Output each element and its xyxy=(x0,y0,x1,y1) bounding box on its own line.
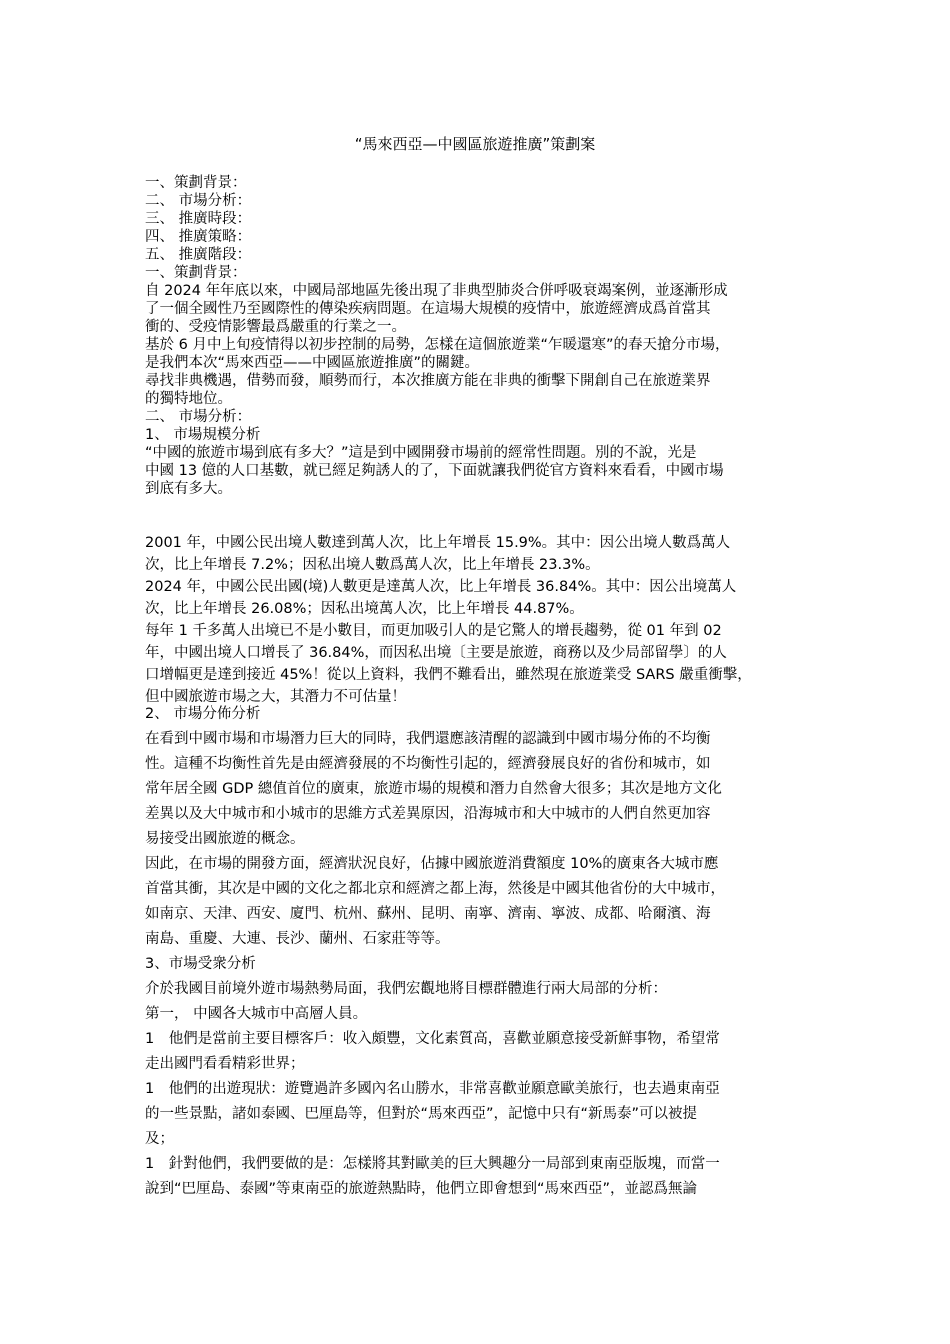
paragraph-line: 首當其衝，其次是中國的文化之都北京和經濟之都上海，然後是中國其他省份的大中城市， xyxy=(145,881,725,897)
bullet-line: 說到“巴厘島、泰國”等東南亞的旅遊熱點時，他們立即會想到“馬來西亞”，並認爲無論 xyxy=(145,1181,698,1197)
paragraph-line: 差異以及大中城市和小城市的思維方式差異原因，沿海城市和大中城市的人們自然更加容 xyxy=(145,806,711,822)
paragraph-line: 衝的、受疫情影響最爲嚴重的行業之一。 xyxy=(145,319,406,335)
bullet-line: 1 他們的出遊現狀：遊覽過許多國內名山勝水，非常喜歡並願意歐美旅行，也去過東南亞 xyxy=(145,1081,720,1097)
bullet-line: 1 他們是當前主要目標客戶：收入頗豐，文化素質高，喜歡並願意接受新鮮事物，希望常 xyxy=(145,1031,720,1047)
paragraph-line: 每年 1 千多萬人出境已不是小數目，而更加吸引人的是它驚人的增長趨勢，從 01 年到 02 xyxy=(145,623,722,639)
paragraph-line: 基於 6 月中上旬疫情得以初步控制的局勢，怎樣在這個旅遊業“乍暖還寒”的春天搶分市場， xyxy=(145,337,730,353)
paragraph-line: 南島、重慶、大連、長沙、蘭州、石家莊等等。 xyxy=(145,931,450,947)
bullet-line: 1 針對他們，我們要做的是：怎樣將其對歐美的巨大興趣分一局部到東南亞版塊，而當一 xyxy=(145,1156,720,1172)
paragraph-line: 自 2024 年年底以來，中國局部地區先後出現了非典型肺炎合併呼吸衰竭案例，並逐漸形成 xyxy=(145,283,728,299)
paragraph-line: 到底有多大。 xyxy=(145,481,232,497)
document-body-stats xyxy=(145,532,825,708)
paragraph-line: 次，比上年增長 26.08%；因私出境萬人次，比上年增長 44.87%。 xyxy=(145,601,584,617)
paragraph-line: 中國 13 億的人口基數，就已經足夠誘人的了，下面就讓我們從官方資料來看看，中國市場 xyxy=(145,463,724,479)
toc-item: 四、 推廣策略： xyxy=(145,229,252,245)
document-title: “馬來西亞—中國區旅遊推廣”策劃案 xyxy=(354,135,596,153)
paragraph-line: 但中國旅遊市場之大，其潛力不可估量！ xyxy=(145,689,406,705)
paragraph-line: 年，中國出境人口增長了 36.84%，而因私出境〔主要是旅遊，商務以及少局部留學〕的人 xyxy=(145,645,727,661)
paragraph-line: 介於我國目前境外遊市場熱勢局面，我們宏觀地將目標群體進行兩大局部的分析： xyxy=(145,981,667,997)
toc-item: 三、 推廣時段： xyxy=(145,211,252,227)
bullet-line: 的一些景點，諸如泰國、巴厘島等，但對於“馬來西亞”，記憶中只有“新馬泰”可以被提 xyxy=(145,1106,698,1122)
paragraph-line: 在看到中國市場和市場潛力巨大的同時，我們還應該清醒的認識到中國市場分佈的不均衡 xyxy=(145,731,711,747)
subsection-heading: 2、 市場分佈分析 xyxy=(145,706,261,722)
subsection-heading: 1、 市場規模分析 xyxy=(145,427,261,443)
paragraph-line: 第一， 中國各大城市中高層人員。 xyxy=(145,1006,368,1022)
bullet-line: 及； xyxy=(145,1131,174,1147)
section-heading: 二、 市場分析： xyxy=(145,409,252,425)
paragraph-line: 尋找非典機遇，借勢而發，順勢而行，本次推廣方能在非典的衝擊下開創自己在旅遊業界 xyxy=(145,373,711,389)
paragraph-line: 了一個全國性乃至國際性的傳染疾病問題。在這場大規模的疫情中，旅遊經濟成爲首當其 xyxy=(145,301,711,317)
paragraph-line: 2001 年，中國公民出境人數達到萬人次，比上年增長 15.9%。其中：因公出境人數爲萬人 xyxy=(145,535,731,551)
paragraph-line: 的獨特地位。 xyxy=(145,391,232,407)
document-body-bottom xyxy=(145,702,825,1202)
paragraph-line: 口增幅更是達到接近 45%！從以上資料，我們不難看出，雖然現在旅遊業受 SARS 嚴重衝擊， xyxy=(145,667,752,683)
section-heading: 一、策劃背景： xyxy=(145,265,247,281)
document-body-top xyxy=(145,174,825,498)
subsection-heading: 3、市場受衆分析 xyxy=(145,956,256,972)
paragraph-line: 因此，在市場的開發方面，經濟狀況良好，佔據中國旅遊消費額度 10%的廣東各大城市應 xyxy=(145,856,719,872)
paragraph-line: 常年居全國 GDP 總值首位的廣東，旅遊市場的規模和潛力自然會大很多；其次是地方文化 xyxy=(145,781,722,797)
paragraph-line: 如南京、天津、西安、廈門、杭州、蘇州、昆明、南寧、濟南、寧波、成都、哈爾濱、海 xyxy=(145,906,711,922)
paragraph-line: 2024 年，中國公民出國(境)人數更是達萬人次，比上年增長 36.84%。其中：因公出境萬人 xyxy=(145,579,737,595)
paragraph-line: 是我們本次“馬來西亞——中國區旅遊推廣”的關鍵。 xyxy=(145,355,480,371)
bullet-line: 走出國門看看精彩世界； xyxy=(145,1056,305,1072)
toc-item: 五、 推廣階段： xyxy=(145,247,252,263)
toc-item: 二、 市場分析： xyxy=(145,193,252,209)
toc-item: 一、策劃背景： xyxy=(145,175,247,191)
paragraph-line: 性。這種不均衡性首先是由經濟發展的不均衡性引起的，經濟發展良好的省份和城市，如 xyxy=(145,756,711,772)
paragraph-line: 次，比上年增長 7.2%；因私出境人數爲萬人次，比上年增長 23.3%。 xyxy=(145,557,600,573)
paragraph-line: 易接受出國旅遊的概念。 xyxy=(145,831,305,847)
paragraph-line: “中國的旅遊市場到底有多大？”這是到中國開發市場前的經常性問題。別的不說，光是 xyxy=(145,445,697,461)
